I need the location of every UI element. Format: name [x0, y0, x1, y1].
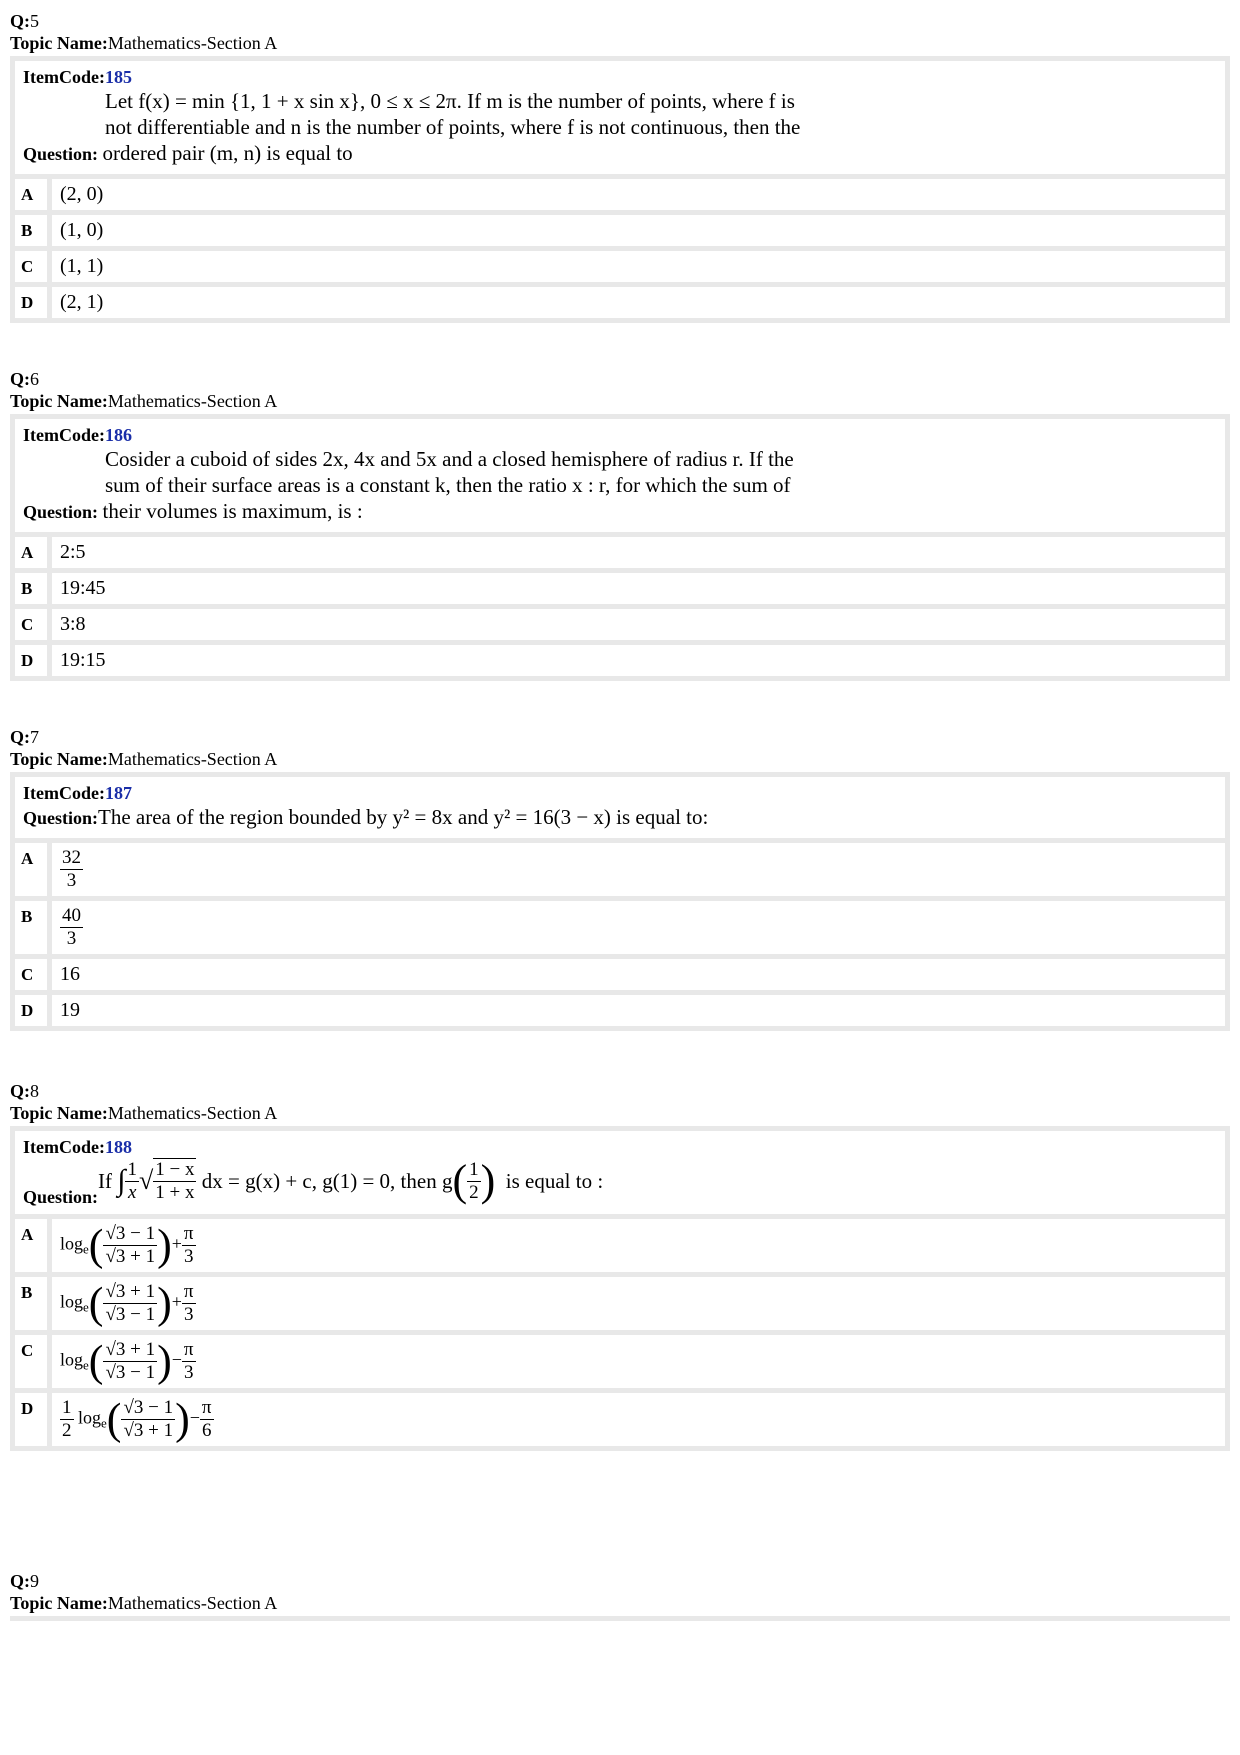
topic-name: Topic Name:Mathematics-Section A [10, 33, 278, 53]
item-code: ItemCode:186 [23, 425, 132, 445]
question-number: Q:6 [10, 369, 39, 389]
topic-name: Topic Name:Mathematics-Section A [10, 391, 278, 411]
question-block-7 [10, 726, 1230, 1031]
option-row[interactable]: A (2, 0) [15, 174, 1225, 210]
question-text-line1: Let f(x) = min {1, 1 + x sin x}, 0 ≤ x ≤ 2π. If m is the number of points, where f is [105, 89, 795, 113]
question-number: Q:7 [10, 727, 39, 747]
topic-name: Topic Name:Mathematics-Section A [10, 749, 278, 769]
question-number: Q:9 [10, 1571, 39, 1591]
question-text-line1: The area of the region bounded by y² = 8x and y² = 16(3 − x) is equal to: [98, 805, 709, 829]
question-label: Question: [23, 502, 99, 522]
question-text-line3: ordered pair (m, n) is equal to [102, 141, 353, 165]
topic-name: Topic Name:Mathematics-Section A [10, 1593, 278, 1613]
question-table [10, 1126, 1230, 1451]
option-row[interactable]: A 2:5 [15, 532, 1225, 568]
option-row[interactable]: B 19:45 [15, 568, 1225, 604]
question-table [10, 56, 1230, 323]
question-text-line3: their volumes is maximum, is : [102, 499, 363, 523]
option-row[interactable]: C $\log_e$( $\frac{√3 + 1}{√3 - 1}$ )− $\frac{\pi}{3}$ [15, 1330, 1225, 1388]
option-row[interactable]: B $\frac{40}{3}$ [15, 896, 1225, 954]
divider [10, 1616, 1230, 1621]
question-block-8 [10, 1080, 1230, 1451]
question-number: Q:5 [10, 11, 39, 31]
option-row[interactable]: C 16 [15, 954, 1225, 990]
question-block-6 [10, 368, 1230, 681]
option-row[interactable]: D (2, 1) [15, 282, 1225, 318]
question-formula: If ∫ $\frac{1}{x}$ √ $\frac{1 - x}{1 + x}$ dx = g(x) + c, g(1) = 0, then g ( $\frac{1}{2}$ ) is equal to : [98, 1156, 604, 1205]
question-label: Question: [23, 1187, 99, 1207]
question-text-line2: not differentiable and n is the number of points, where f is not continuous, then the [105, 115, 801, 139]
question-text-line2: sum of their surface areas is a constant k, then the ratio x : r, for which the sum of [105, 473, 791, 497]
option-row[interactable]: C 3:8 [15, 604, 1225, 640]
fraction: $\frac{32}{3}$ [62, 847, 81, 891]
fraction: $\frac{40}{3}$ [62, 905, 81, 949]
option-row[interactable]: A $\log_e$( $\frac{√3 - 1}{√3 + 1}$ )+ $\frac{\pi}{3}$ [15, 1214, 1225, 1272]
topic-name: Topic Name:Mathematics-Section A [10, 1103, 278, 1123]
option-row[interactable]: C (1, 1) [15, 246, 1225, 282]
question-text-line1: Cosider a cuboid of sides 2x, 4x and 5x and a closed hemisphere of radius r. If the [105, 447, 794, 471]
question-block-5 [10, 10, 1230, 323]
option-row[interactable]: B (1, 0) [15, 210, 1225, 246]
option-row[interactable]: D 19 [15, 990, 1225, 1026]
item-code: ItemCode:187 [23, 783, 132, 803]
question-block-9 [10, 1570, 1230, 1621]
question-table [10, 772, 1230, 1031]
question-label: Question: [23, 144, 99, 164]
item-code: ItemCode:185 [23, 67, 132, 87]
option-row[interactable]: A $\frac{32}{3}$ [15, 838, 1225, 896]
question-number: Q:8 [10, 1081, 39, 1101]
question-label: Question: [23, 808, 99, 828]
option-row[interactable]: B $\log_e$( $\frac{√3 + 1}{√3 - 1}$ )+ $\frac{\pi}{3}$ [15, 1272, 1225, 1330]
option-row[interactable]: D 19:15 [15, 640, 1225, 676]
question-table [10, 414, 1230, 681]
item-code: ItemCode:188 [23, 1137, 132, 1157]
option-row[interactable]: D $\frac{1}{2}$ $\log_e$( $\frac{√3 - 1}{√3 + 1}$ )− $\frac{\pi}{6}$ [15, 1388, 1225, 1446]
